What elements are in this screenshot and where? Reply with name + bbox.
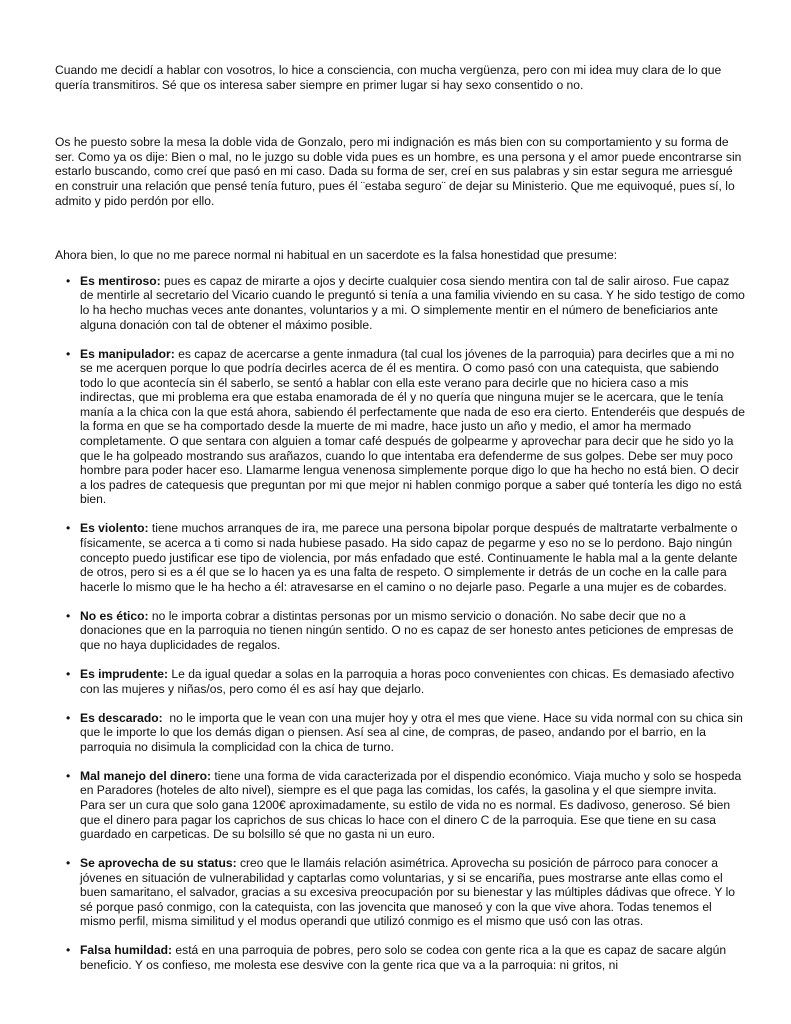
bullet-icon: • [66,710,71,725]
list-item [66,346,745,508]
item-text: es capaz de acercarse a gente inmadura (tal cual los jóvenes de la parroquia) para decirles que a mi no se me acerquen porque lo que podría decirles acerca de él es mentira. O como pasó con una catequista, que sabiendo todo lo que acontecía sin él saberlo, se sentó a hablar con ella este verano para decirle que no hiciera caso a mis indirectas, que mi problema era que estaba enamorada de él y no quería que ninguna mujer se le acercara, que le tenía manía a la chica con la que está ahora, sabiendo él perfectamente que nada de eso era cierto. Entenderéis que después de la forma en que se ha comportado desde la muerte de mi madre, hace justo un año y medio, el amor ha mermado completamente. O que sentara con alguien a tomar café después de golpearme y aprovechar para decir que he sido yo la que le ha golpeado mostrando sus arañazos, cuando lo que intentaba era defenderme de sus golpes. Debe ser muy poco hombre para poder hacer eso. Llamarme lengua venenosa simplemente porque digo lo que ha hecho no está bien. O decir a los padres de catequesis que preguntan por mi que mejor ni hablen conmigo porque a saber qué tontería les digo no está bien. [80,346,745,507]
item-text: está en una parroquia de pobres, pero solo se codea con gente rica a la que es capaz de sacare algún beneficio. Y os confieso, me molesta ese desvive con la gente rica que va a la parroquia: ni gritos, ni [80,943,727,973]
item-term: Es manipulador: [80,346,175,361]
context-paragraph: Os he puesto sobre la mesa la doble vida de Gonzalo, pero mi indignación es más bien con su comportamiento y su forma de ser. Como ya os dije: Bien o mal, no le juzgo su doble vida pues es un hombre, es una persona y el amor puede encontrarse sin estarlo buscando, como creí que pasó en mi caso. Dada su forma de ser, creí en sus palabras y sin estar segura me arriesgué en construir una relación que pensé tenía futuro, pues él ¨estaba seguro¨ de dejar su Ministerio. Que me equivoqué, pues sí, lo admito y pido perdón por ello. [55,135,742,208]
bullet-icon: • [66,943,71,958]
list-item [66,768,745,842]
item-text: no le importa cobrar a distintas personas por un mismo servicio o donación. No sabe decir que no a donaciones que en la parroquia no tienen ningún sentido. O no es capaz de ser honesto antes peticiones de empresas de que no haya duplicidades de regalos. [80,608,734,652]
item-term: No es ético: [80,608,149,623]
item-text: creo que le llamáis relación asimétrica. Aprovecha su posición de párroco para conocer a jóvenes en situación de vulnerabilidad y captarlas como voluntarias, y si se encariña, pues mostrarse ante ellas como el buen samaritano, el salvador, gracias a su excesiva preocupación por su bienestar y las múltiples dádivas que ofrece. Y lo sé porque pasó conmigo, con la catequista, con las jovencita que manoseó y con la que vive ahora. Todas tenemos el mismo perfil, misma similitud y el modus operandi que utilizó conmigo es el mismo que usó con las otras. [80,856,736,929]
document-page [55,63,745,987]
list-lead-paragraph: Ahora bien, lo que no me parece normal ni habitual en un sacerdote es la falsa honestidad que presume: [55,248,618,263]
item-text: no le importa que le vean con una mujer hoy y otra el mes que viene. Hace su vida normal con su chica sin que le importe lo que los demás digan o piensen. Así sea al cine, de compras, de paseo, andando por el barrio, en la parroquia no disimula la complicidad con la chica de turno. [80,710,747,754]
list-item [66,943,745,973]
item-text: tiene una forma de vida caracterizada por el dispendio económico. Viaja mucho y solo se hospeda en Paradores (hoteles de alto nivel), siempre es el que paga las comidas, los cafés, la gasolina y el que siempre invita. Para ser un cura que solo gana 1200€ aproximadamente, su estilo de vida no es normal. Es dadivoso, generoso. Sé bien que el dinero para pagar los caprichos de sus chicas lo hace con el dinero C de la parroquia. Ese que tiene en su casa guardado en carpeticas. De su bolsillo sé que no gasta ni un euro. [80,768,742,842]
item-term: Falsa humildad: [80,943,173,958]
intro-paragraph: Cuando me decidí a hablar con vosotros, lo hice a consciencia, con mucha vergüenza, pero con mi idea muy clara de lo que quería transmitiros. Sé que os interesa saber siempre en primer lugar si hay sexo consentido o no. [55,63,722,92]
item-term: Mal manejo del dinero: [80,768,212,783]
bullet-icon: • [66,666,71,681]
item-term: Se aprovecha de su status: [80,856,237,871]
bullet-icon: • [66,856,71,871]
item-text: Le da igual quedar a solas en la parroquia a horas poco convenientes con chicas. Es demasiado afectivo con las mujeres y niñas/os, pero como él es así hay que dejarlo. [80,666,735,696]
list-item [66,521,745,594]
item-term: Es imprudente: [80,666,169,681]
accusation-list [55,274,745,973]
list-item [66,856,745,929]
bullet-icon: • [66,346,71,361]
list-item [66,710,747,755]
bullet-icon: • [66,768,71,783]
bullet-icon: • [66,521,71,536]
list-item [66,608,745,653]
item-term: Es descarado: [80,710,163,725]
item-term: Es mentiroso: [80,273,161,288]
item-term: Es violento: [80,521,149,536]
list-item [66,666,745,696]
item-text: pues es capaz de mirarte a ojos y decirte cualquier cosa siendo mentira con tal de salir airoso. Fue capaz de mentirle al secretario del Vicario cuando le preguntó si tenía a una familia viviendo en su casa. Y he sido testigo de como lo ha hecho muchas veces ante donantes, voluntarios y a mi. O simplemente mentir en el número de beneficiarios ante alguna donación con tal de obtener el máximo posible. [80,273,745,332]
bullet-icon: • [66,608,71,623]
item-text: tiene muchos arranques de ira, me parece una persona bipolar porque después de maltratarte verbalmente o físicamente, se acerca a ti como si nada hubiese pasado. Ha sido capaz de pegarme y eso no se lo perdono. Bajo ningún concepto puedo justificar ese tipo de violencia, por más enfadado que esté. Continuamente le habla mal a la gente delante de otros, pero si es a él que se lo hacen ya es una falta de respeto. O simplemente ir detrás de un coche en la calle para hacerle lo mismo que le ha hecho a él: atravesarse en el camino o no dejarle paso. Pegarle a una mujer es de cobardes. [80,521,738,594]
bullet-icon: • [66,273,71,288]
list-item [66,273,745,332]
